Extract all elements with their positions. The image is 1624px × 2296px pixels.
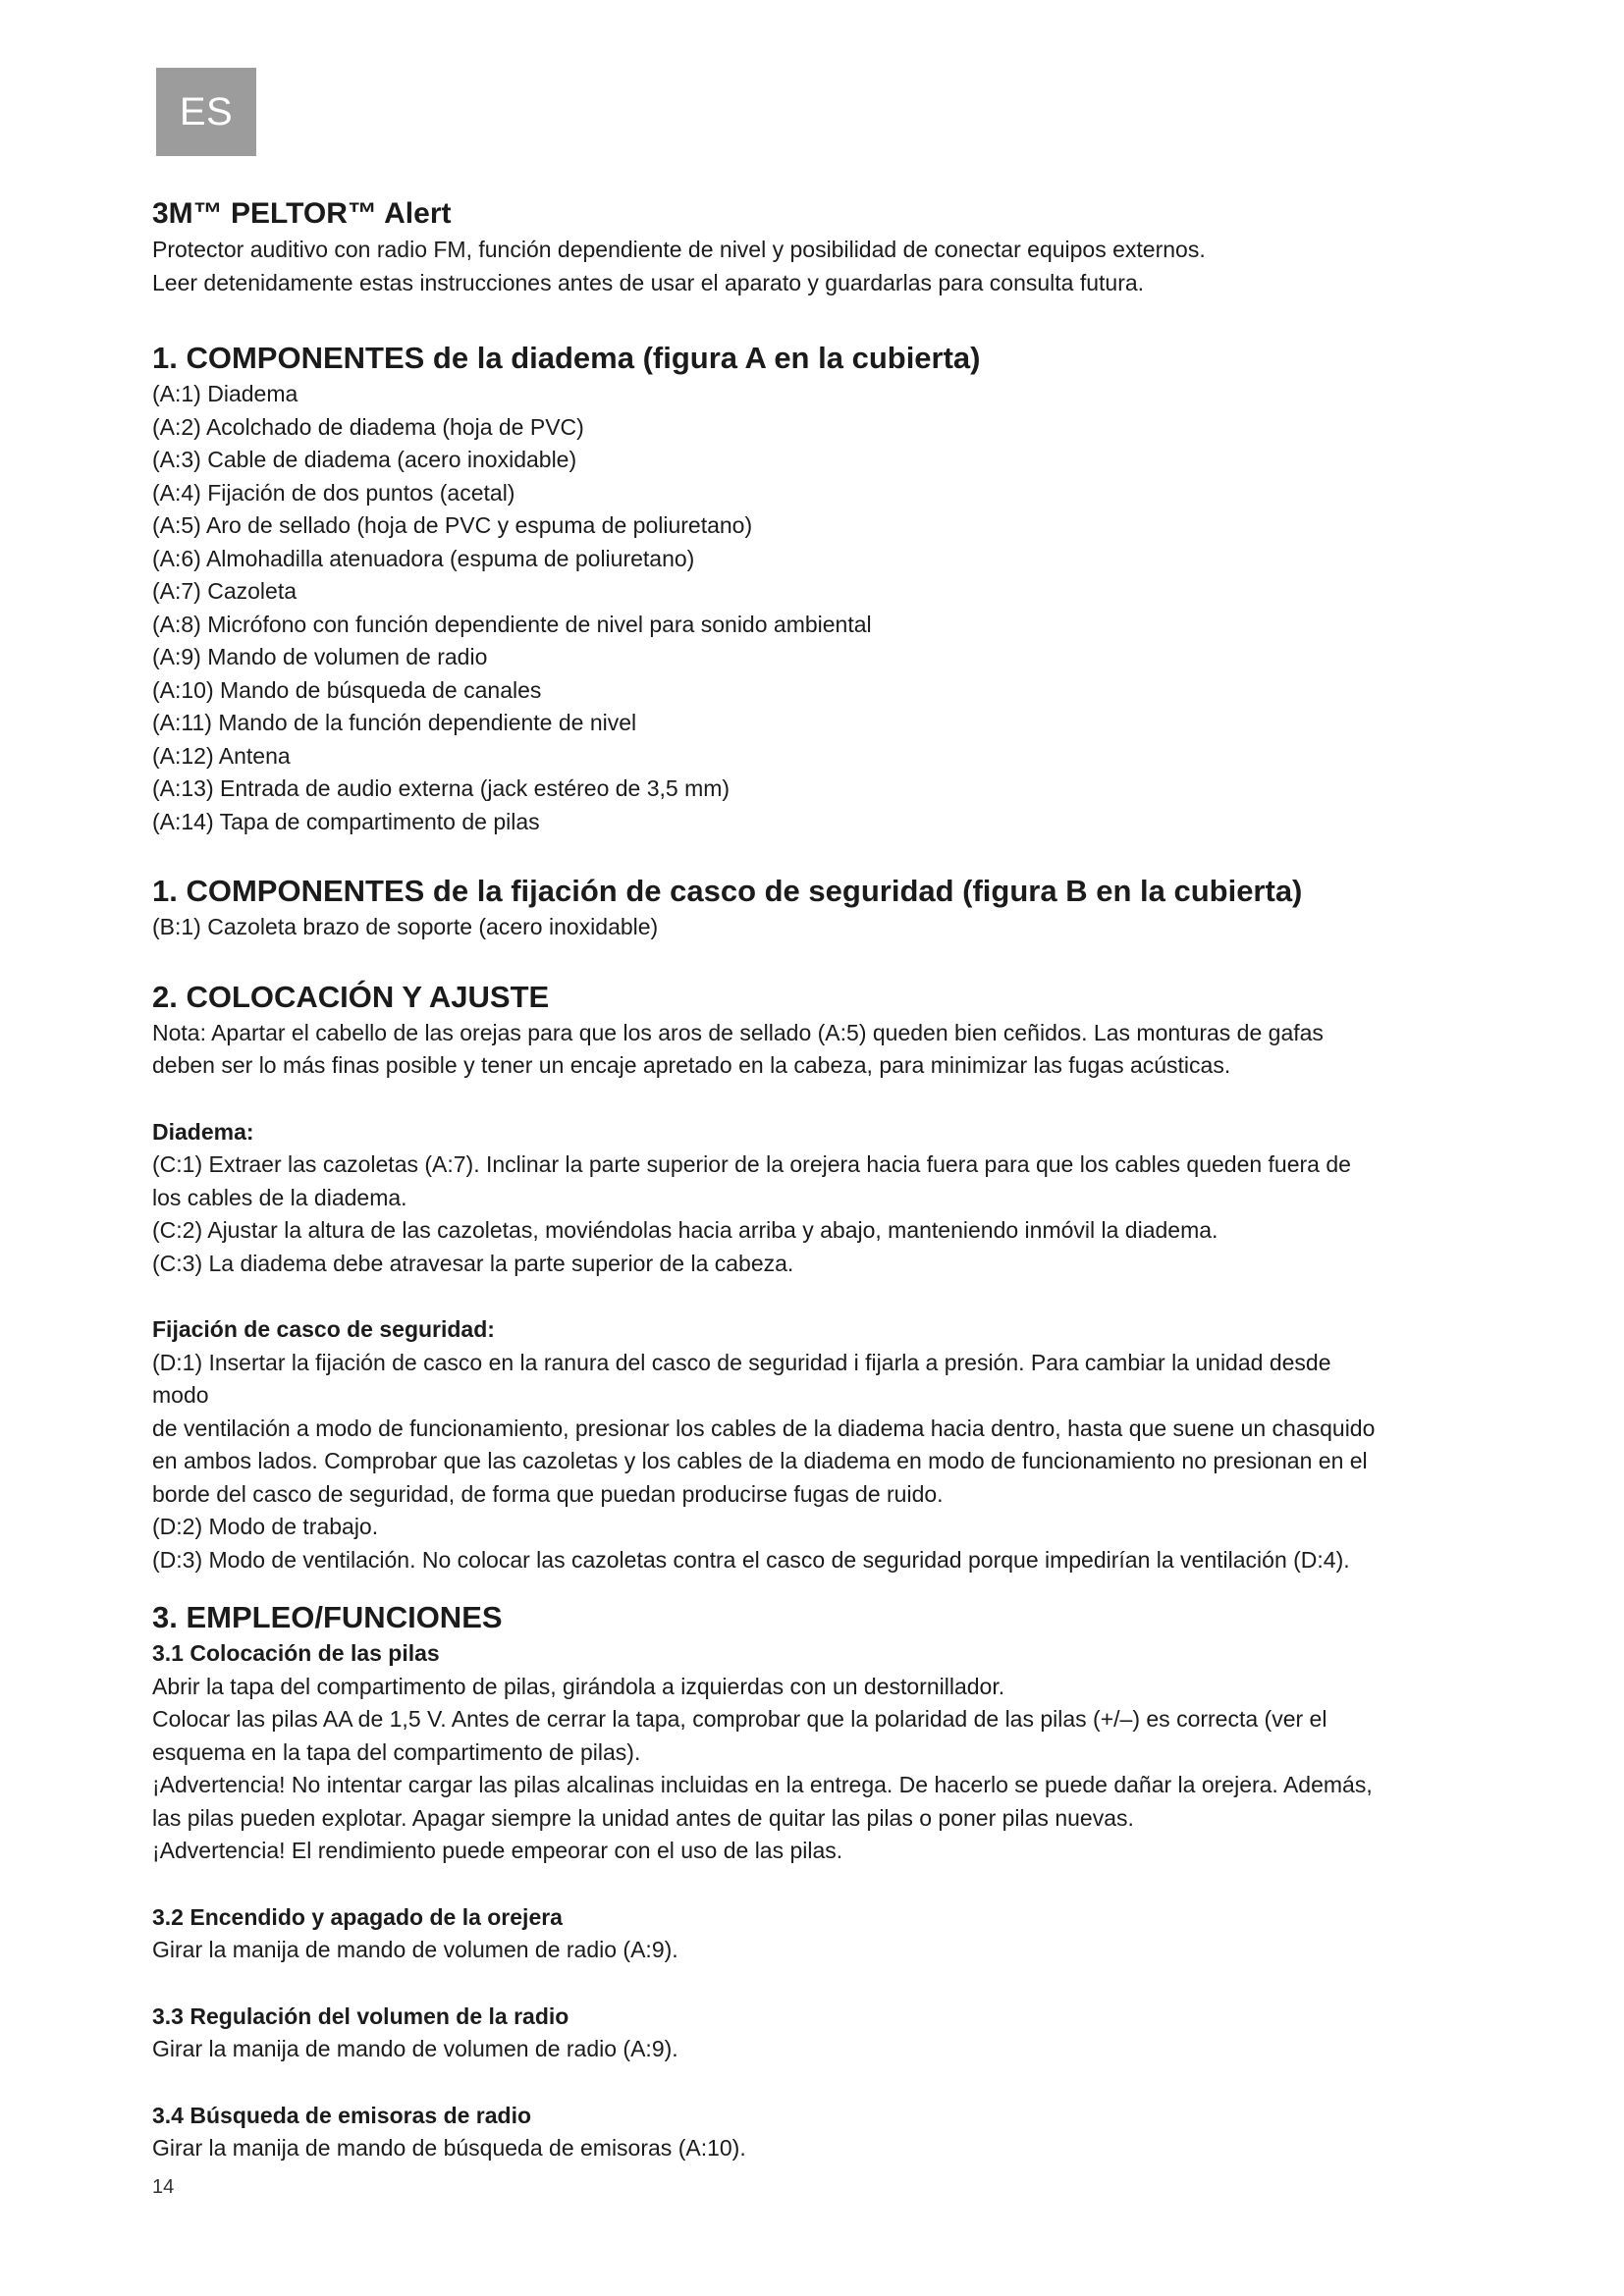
subsection-3-3-heading: 3.3 Regulación del volumen de la radio (152, 2002, 569, 2029)
list-item: (A:9) Mando de volumen de radio (152, 644, 488, 669)
casco-line: (D:1) Insertar la fijación de casco en la ranura del casco de seguridad i fijarla a presión. Para cambiar la unidad desde modo (152, 1349, 1331, 1408)
diadema-line: (C:1) Extraer las cazoletas (A:7). Inclinar la parte superior de la orejera hacia fuera para que los cables queden fuera de (152, 1151, 1351, 1177)
list-item: (A:8) Micrófono con función dependiente de nivel para sonido ambiental (152, 611, 872, 637)
section-2-heading: 2. COLOCACIÓN Y AJUSTE (152, 979, 550, 1014)
diadema-heading: Diadema: (152, 1118, 254, 1145)
product-title: 3M™ PELTOR™ Alert (152, 197, 452, 230)
list-item: (A:12) Antena (152, 742, 291, 769)
subsection-3-4-heading: 3.4 Búsqueda de emisoras de radio (152, 2102, 532, 2128)
subsection-3-1-line: Colocar las pilas AA de 1,5 V. Antes de cerrar la tapa, comprobar que la polaridad de las pilas (+/–) es correcta (ver el (152, 1706, 1327, 1732)
intro-line-1: Protector auditivo con radio FM, función dependiente de nivel y posibilidad de conectar equipos externos. (152, 237, 1206, 262)
subsection-3-2-heading: 3.2 Encendido y apagado de la orejera (152, 1903, 563, 1930)
list-item: (A:14) Tapa de compartimento de pilas (152, 808, 540, 834)
diadema-line: los cables de la diadema. (152, 1184, 407, 1210)
subsection-3-1-line: esquema en la tapa del compartimento de pilas). (152, 1738, 641, 1765)
subsection-3-1-heading: 3.1 Colocación de las pilas (152, 1640, 440, 1666)
diadema-line: (C:3) La diadema debe atravesar la parte superior de la cabeza. (152, 1250, 794, 1276)
list-item: (A:5) Aro de sellado (hoja de PVC y espuma de poliuretano) (152, 512, 753, 538)
section-1-heading: 1. COMPONENTES de la diadema (figura A en la cubierta) (152, 341, 981, 375)
language-badge: ES (156, 68, 256, 156)
page-number: 14 (152, 2176, 175, 2198)
section-3-heading: 3. EMPLEO/FUNCIONES (152, 1600, 503, 1634)
casco-line: de ventilación a modo de funcionamiento, presionar los cables de la diadema hacia dentro, hasta que suene un chasquido (152, 1415, 1376, 1441)
list-item: (A:3) Cable de diadema (acero inoxidable) (152, 447, 577, 472)
list-item: (A:4) Fijación de dos puntos (acetal) (152, 479, 515, 506)
note-line-2: deben ser lo más finas posible y tener un encaje apretado en la cabeza, para minimizar las fugas acústicas. (152, 1052, 1231, 1078)
subsection-3-3-line: Girar la manija de mando de volumen de radio (A:9). (152, 2036, 678, 2061)
subsection-3-4-line: Girar la manija de mando de búsqueda de emisoras (A:10). (152, 2135, 746, 2161)
casco-heading: Fijación de casco de seguridad: (152, 1316, 495, 1342)
list-item: (A:13) Entrada de audio externa (jack estéreo de 3,5 mm) (152, 775, 731, 801)
casco-line: (D:3) Modo de ventilación. No colocar las cazoletas contra el casco de seguridad porque impedirían la ventilación (D:4). (152, 1546, 1350, 1573)
section-1b-heading: 1. COMPONENTES de la fijación de casco de seguridad (figura B en la cubierta) (152, 874, 1303, 908)
list-item: (A:1) Diadema (152, 381, 298, 406)
list-item: (A:10) Mando de búsqueda de canales (152, 676, 542, 703)
list-item: (A:2) Acolchado de diadema (hoja de PVC) (152, 413, 584, 440)
subsection-3-1-line: ¡Advertencia! No intentar cargar las pilas alcalinas incluidas en la entrega. De hacerlo se puede dañar la orejera. Además, (152, 1772, 1373, 1797)
casco-line: en ambos lados. Comprobar que las cazoletas y los cables de la diadema en modo de funcionamiento no presionan en el (152, 1448, 1368, 1473)
diadema-line: (C:2) Ajustar la altura de las cazoletas, moviéndolas hacia arriba y abajo, manteniendo inmóvil la diadema. (152, 1217, 1218, 1243)
section-1-list (152, 378, 1389, 838)
casco-line: borde del casco de seguridad, de forma que puedan producirse fugas de ruido. (152, 1480, 944, 1507)
list-item: (A:6) Almohadilla atenuadora (espuma de poliuretano) (152, 545, 695, 571)
subsection-3-2-line: Girar la manija de mando de volumen de radio (A:9). (152, 1937, 678, 1962)
list-item: (A:11) Mando de la función dependiente de nivel (152, 710, 637, 735)
note-line-1: Nota: Apartar el cabello de las orejas para que los aros de sellado (A:5) queden bien ceñidos. Las monturas de gafas (152, 1019, 1324, 1045)
intro-line-2: Leer detenidamente estas instrucciones antes de usar el aparato y guardarlas para consulta futura. (152, 269, 1145, 295)
document-body (152, 194, 1389, 2165)
subsection-3-1-line: ¡Advertencia! El rendimiento puede empeorar con el uso de las pilas. (152, 1838, 843, 1863)
list-item: (B:1) Cazoleta brazo de soporte (acero inoxidable) (152, 914, 659, 939)
subsection-3-1-line: las pilas pueden explotar. Apagar siempre la unidad antes de quitar las pilas o poner pilas nuevas. (152, 1804, 1134, 1831)
subsection-3-1-line: Abrir la tapa del compartimento de pilas, girándola a izquierdas con un destornillador. (152, 1673, 1005, 1699)
casco-line: (D:2) Modo de trabajo. (152, 1514, 379, 1539)
list-item: (A:7) Cazoleta (152, 578, 298, 604)
